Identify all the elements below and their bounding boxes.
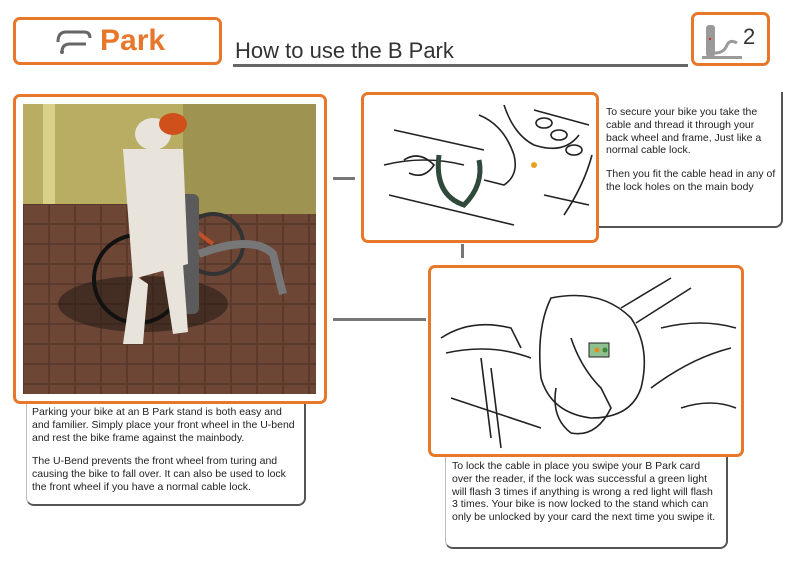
page-title: How to use the B Park <box>235 38 454 63</box>
stand-caption <box>27 404 304 494</box>
bike-hook-icon <box>54 28 94 63</box>
logo-text: Park <box>100 24 166 57</box>
connector-vertical <box>461 244 464 258</box>
connector-bottom <box>333 318 426 321</box>
title-underline <box>233 64 688 67</box>
swipe-illustration <box>431 268 741 454</box>
swipe-caption-box <box>445 457 728 549</box>
cable-caption-p2: Then you fit the cable head in any of the lock holes on the main body <box>606 168 776 193</box>
cable-caption <box>599 92 781 194</box>
cable-illustration-frame <box>361 92 599 243</box>
stand-caption-p2: The U-Bend prevents the front wheel from turing and causing the bike to fall over. It can also be used to lock the front wheel if you have a normal cable lock. <box>32 455 286 493</box>
logo-box <box>13 17 222 65</box>
stand-icon <box>700 19 746 66</box>
cable-caption-p1: To secure your bike you take the cable and thread it through your back wheel and frame, Just like a normal cable lock. <box>606 106 762 157</box>
page-number: 2 <box>743 24 756 49</box>
cable-illustration <box>364 95 596 240</box>
swipe-illustration-frame <box>428 265 744 457</box>
swipe-caption-p1: To lock the cable in place you swipe your B Park card over the reader, if the lock was successful a green light will flash 3 times if anything is wrong a red light will flash 3 times. Your bike is now locked to the stand which can only be unlocked by your card the next time you swipe it. <box>452 460 716 524</box>
page-badge <box>691 12 770 66</box>
stand-caption-box <box>26 404 306 506</box>
swipe-caption <box>446 457 726 524</box>
stand-photo-frame <box>13 94 327 404</box>
stand-caption-p1: Parking your bike at an B Park stand is both easy and and familier. Simply place your front wheel in the U-bend and rest the bike frame against the mainbody. <box>32 406 295 444</box>
cable-caption-box <box>599 92 783 228</box>
stand-photo <box>23 104 316 394</box>
connector-top <box>333 177 355 180</box>
